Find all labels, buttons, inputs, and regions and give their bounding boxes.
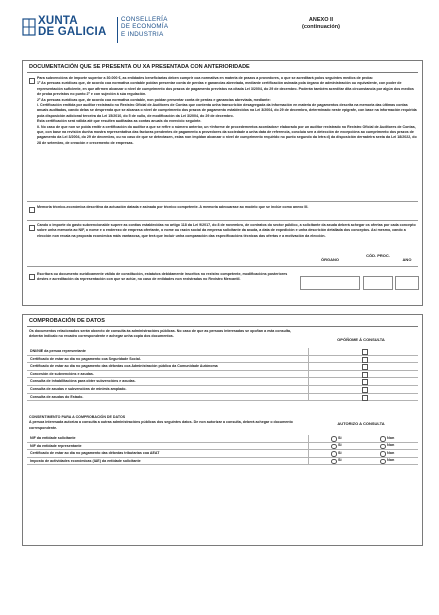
logo-line-1: XUNTA [38, 15, 78, 27]
section-title-rule [27, 72, 418, 73]
logo-separator [117, 17, 118, 43]
annex-continuation: (continuación) [302, 24, 340, 30]
checkbox-constitution-deed[interactable] [29, 274, 35, 280]
consult-row-label: Consulta de axudas do Estado. [30, 394, 84, 399]
consent-title: CONSENTIMENTO PARA A COMPROBACIÓN DE DATOS [29, 415, 126, 419]
item-suppliers-p4: Esta certificación será válida até que resulten auditadas as contas anuais do exercicio seguinte. [37, 119, 202, 124]
item-constitution-deed [37, 272, 297, 283]
consent-block [29, 415, 299, 431]
authorize-yes-label: Si [338, 435, 342, 440]
documentation-section-title: DOCUMENTACIÓN QUE SE PRESENTA OU XA PRESENTADA CON ANTERIORIDADE [29, 64, 250, 70]
dept-line-3: E INDUSTRIA [121, 30, 164, 38]
column-divider [308, 356, 309, 363]
authorize-yes-radio[interactable] [331, 451, 337, 457]
item-constitution-deed-text: Escritura ou documento xurídicamente válido de constitución, estatutos debidamente inscritos no rexistro competente, modificacións posteriores destes e acreditación da representación con que se actúe, no caso de entidades non rexistradas no Rexistro Mercantil. [37, 272, 288, 282]
divider [27, 220, 418, 221]
department-name [121, 16, 168, 38]
authorize-yes-label: Si [338, 443, 342, 448]
authorize-row-label: NIF da entidade solicitante [30, 436, 76, 440]
oppose-checkbox[interactable] [362, 395, 368, 401]
authorize-yes-label: Si [338, 450, 342, 455]
consent-intro: A persoa interesada autoriza a consulta a outras administracións públicas dos seguintes datos. De non autorizar a consulta, deberá achegar o documento correspondente. [29, 420, 293, 430]
column-divider [308, 458, 309, 465]
dept-line-1: CONSELLERÍA [121, 16, 168, 23]
column-divider [308, 363, 309, 370]
authorize-row [27, 450, 418, 458]
column-divider [308, 348, 309, 355]
divider [27, 266, 418, 267]
logo-line-2: DE GALICIA [38, 26, 107, 38]
column-divider [308, 450, 309, 457]
checkbox-technical-report[interactable] [29, 207, 35, 213]
item-suppliers-p3: i. Certificación emitida por auditor rexistrado no Rexistro Oficial de Auditores de Contas que contenta unha transcrición desagregada da información en materia de pagamentos descrita na memoria das últimas contas anuais auditadas, cando delas se desprenda que se alcanza o nivel de cumprimento dos prazos de pagamento establecidos na Lei 3/2004, do 29 de decembro, determinado neste epígrafe, con base na información requirida pola disposición adicional terceira da Lei 15/2010, do 5 de xullo, de modificación da Lei 3/2004, do 29 de decembro. [37, 103, 417, 118]
column-divider [308, 435, 309, 442]
consult-row [27, 394, 418, 402]
divider [27, 201, 418, 202]
item-suppliers-p1: 1º As persoas xurídicas que, de acordo coa normativa contable poidan presentar conta de perdas e ganancias abreviada, mediante certificación asinada pola órgano de administración ou equivalente, con poder de representación suficiente, en que afirmen alcanzar o nivel de cumprimento dos prazos de pagamento previstos na citada Lei 3/2004, do 29 de decembro. Poderán também acreditar dita circunstancia por algún dos medios de proba previstos no punto 2º e con sujeción á súa regulación. [37, 81, 414, 97]
column-divider [308, 386, 309, 393]
oppose-checkbox[interactable] [362, 357, 368, 363]
annex-title [271, 17, 371, 31]
xunta-logo-text [38, 16, 106, 38]
authorize-no-label: Non [387, 443, 395, 448]
authorize-yes-radio[interactable] [331, 459, 337, 465]
year-field[interactable] [395, 276, 419, 290]
page-header [22, 16, 422, 56]
authorize-yes-radio[interactable] [331, 444, 337, 450]
consult-intro-text: Os documentos relacionados serán obxecto de consulta ás administracións públicas. No caso de que as persoas interesadas se opoñan a esta consulta, deberán indicalo no recadro correspondente e achegar unha copia dos documentos. [29, 329, 292, 339]
consult-row [27, 363, 418, 371]
consult-row-label: DNI/NIE da persoa representante [30, 349, 86, 353]
authorize-row [27, 443, 418, 451]
consult-row-label: Concesión de subvencións e axudas. [30, 371, 94, 376]
item-technical-report [37, 205, 417, 210]
proc-code-field[interactable] [363, 276, 393, 290]
oppose-checkbox[interactable] [362, 349, 368, 355]
authorize-no-radio[interactable] [380, 451, 386, 457]
authorize-row-label: NIF da entidade representante [30, 443, 82, 448]
table-header-year: ANO [402, 257, 412, 262]
authorize-row-label: Imposto de actividades económicas (IAE) da entidade solicitante [30, 458, 141, 463]
item-suppliers-heading: Para subvencións de importe superior a 30.000 €, as entidades beneficiarias deben cumprir coa normativa en materia de prazos a provedores, o que se acreditará polos seguintes medios de proba: [37, 76, 373, 80]
consult-row [27, 378, 418, 386]
item-three-offers-text: Cando o importe do gasto subvencionable supere as contías establecidas no artigo 118 da Lei 9/2017, do 8 de novembro, de contratos do sector público, a solicitante da axuda deberá achegar os ofertas por cada concepto sobre unha memoria ao NIF, o nome e o enderezo de empresa ofertante, o nome ou razón social da empresa solicitante da axuda, a data de expedición e unha descrición detallada dos conceptos. Así mesmo, cando a elección non recaia na proposta económica máis vantaxosa, que terá que incluír unha comparación das especificacións técnicas das ofertas e a motivación da elección. [37, 223, 416, 238]
consult-row-label: Consulta de axudas e subvencións de minimis amplado. [30, 387, 127, 391]
data-verification-title: COMPROBACIÓN DE DATOS [29, 318, 105, 324]
column-divider [308, 443, 309, 450]
column-divider [308, 394, 309, 401]
authorize-yes-label: Si [338, 458, 342, 463]
authorize-no-radio[interactable] [380, 459, 386, 465]
authorize-row-label: Certificado de estar ao día no pagamento das débedas tributarias coa AEAT [30, 451, 160, 456]
authorize-no-label: Non [387, 458, 395, 463]
column-divider [308, 378, 309, 385]
authorize-no-label: Non [387, 435, 395, 440]
consult-row [27, 356, 418, 364]
oppose-checkbox[interactable] [362, 372, 368, 378]
annex-number: ANEXO II [308, 17, 334, 23]
item-suppliers-p2: 2º As persoas xurídicas que, de acordo coa normativa contable, non poidan presentar conta de perdas e ganancias abreviada, mediante: [37, 97, 271, 102]
checkbox-suppliers-payment[interactable] [29, 78, 35, 84]
oppose-checkbox[interactable] [362, 379, 368, 385]
item-suppliers-payment [37, 76, 417, 146]
authorize-no-radio[interactable] [380, 444, 386, 450]
documentation-section [22, 60, 423, 306]
data-verification-section [22, 314, 423, 546]
consult-row [27, 386, 418, 394]
column-divider [308, 371, 309, 378]
consult-row-label: Consulta de inhabilitacións para obter subvencións e axudas. [30, 379, 136, 384]
item-three-offers [37, 223, 417, 239]
checkbox-three-offers[interactable] [29, 225, 35, 231]
authorize-yes-radio[interactable] [331, 436, 337, 442]
authorize-row [27, 435, 418, 443]
consult-row-label: Certificado de estar ao día no pagamento das débedas coa Administración pública da Comunidade Autónoma [30, 364, 218, 369]
table-header-organ: ÓRGANO [321, 257, 339, 262]
consult-row-label: Certificado de estar ao día no pagamento coa Seguridade Social. [30, 356, 141, 361]
item-technical-report-text: Memoria técnico-económica descritiva da actuación datada e asinada por técnico competente. A memoria adecuarase ao modelo que se inclúe como anexo III. [37, 205, 309, 209]
dept-line-2: DE ECONOMÍA [121, 23, 169, 31]
authorize-no-label: Non [387, 450, 395, 455]
table-header-proc-code: CÓD. PROC. [366, 253, 390, 258]
consult-intro [29, 329, 299, 340]
consult-row [27, 348, 418, 356]
oppose-header: OPÓÑOME Á CONSULTA [337, 337, 385, 342]
oppose-checkbox[interactable] [362, 364, 368, 370]
authorize-header: AUTORIZO A CONSULTA [337, 421, 385, 426]
xunta-logo-mark [22, 18, 36, 36]
authorize-row [27, 458, 418, 466]
oppose-checkbox[interactable] [362, 387, 368, 393]
authorize-no-radio[interactable] [380, 436, 386, 442]
item-suppliers-p5: ii. No caso de que non se poida emitir a certificación do auditor a que se refire o número anterior, un «Informe de procedementos acordados» elaborado por un auditor rexistrado no Rexistro Oficial de Auditores de Contas, que, con base na revisión dunha mostra representativa das facturas pendentes de pagamento a provedores da sociedade a unha data de referencia, concluía sen a detección de excepcións ao cumprimento dos prazos de pagamento da Lei 3/2004, do 29 de decembro, ou no caso de que se detectasen, estas non impidan alcanzar o nivel de cumprimento requirido no punto segundo da letra d) da disposición derradeira sexta da Lei 18/2022, do 28 de setembro, de creación e crecemento de empresas. [37, 124, 417, 145]
organ-field[interactable] [300, 276, 360, 290]
section-title-rule [27, 326, 418, 327]
consult-row [27, 371, 418, 379]
